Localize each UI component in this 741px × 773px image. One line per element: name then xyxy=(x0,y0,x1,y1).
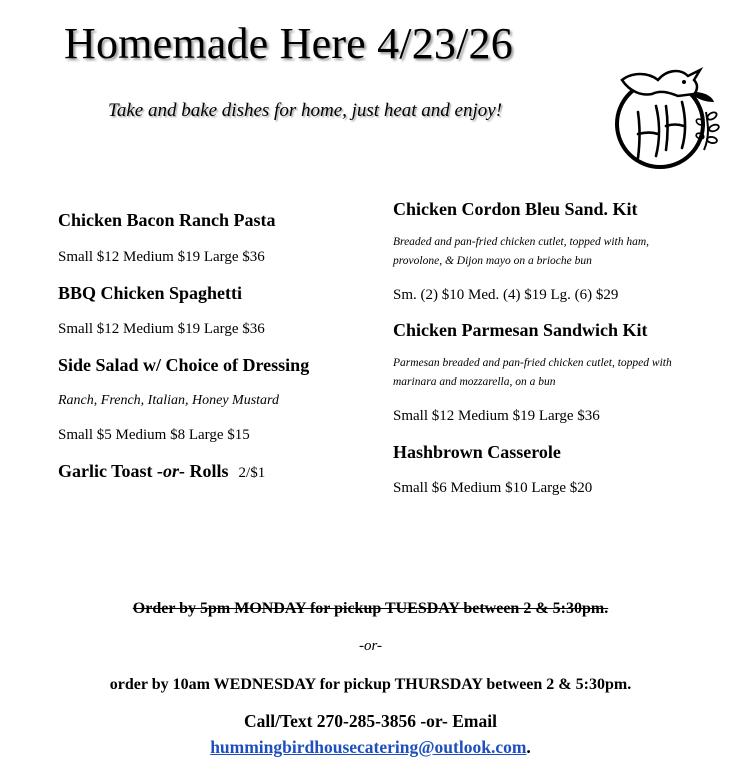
monogram-h-right xyxy=(666,102,685,150)
monogram-h-left xyxy=(638,106,659,158)
page-title: Homemade Here 4/23/26 xyxy=(64,19,513,68)
tagline: Take and bake dishes for home, just heat and enjoy! xyxy=(108,100,503,121)
contact-line: Call/Text 270-285-3856 -or- Email xyxy=(244,711,497,731)
menu-item-name: Garlic Toast -or- Rolls 2/$1 xyxy=(58,461,266,481)
menu-item-price: Small $12 Medium $19 Large $36 xyxy=(58,321,265,337)
menu-item-name: Chicken Cordon Bleu Sand. Kit xyxy=(393,199,638,219)
menu-item-price: Small $12 Medium $19 Large $36 xyxy=(58,249,265,265)
menu-item-description: Parmesan breaded and pan-fried chicken cutlet, topped with marinara and mozzarella, on a bun xyxy=(393,357,672,388)
menu-item-price: Small $12 Medium $19 Large $36 xyxy=(393,408,600,424)
order-deadline-wednesday: order by 10am WEDNESDAY for pickup THURSDAY between 2 & 5:30pm. xyxy=(109,676,632,693)
menu-item-name: Chicken Parmesan Sandwich Kit xyxy=(393,320,648,340)
menu-item-price: Small $5 Medium $8 Large $15 xyxy=(58,427,250,443)
menu-item-price: Small $6 Medium $10 Large $20 xyxy=(393,480,593,496)
menu-item-price: 2/$1 xyxy=(238,465,266,481)
menu-item-name: Hashbrown Casserole xyxy=(393,442,561,462)
menu-item-name: BBQ Chicken Spaghetti xyxy=(58,283,243,303)
menu-item-description: Breaded and pan-fried chicken cutlet, topped with ham, provolone, & Dijon mayo on a brioche bun xyxy=(393,236,650,267)
menu-item-name: Side Salad w/ Choice of Dressing xyxy=(58,355,310,375)
order-deadline-monday: Order by 5pm MONDAY for pickup TUESDAY between 2 & 5:30pm. xyxy=(132,600,609,617)
menu-item-name: Chicken Bacon Ranch Pasta xyxy=(58,210,276,230)
menu-item-price: Sm. (2) $10 Med. (4) $19 Lg. (6) $29 xyxy=(393,287,619,303)
email-link[interactable]: hummingbirdhousecatering@outlook.com xyxy=(210,737,527,757)
email-line: hummingbirdhousecatering@outlook.com. xyxy=(210,737,531,757)
hummingbird-icon xyxy=(622,70,700,96)
dressing-options: Ranch, French, Italian, Honey Mustard xyxy=(58,393,279,408)
or-separator: -or- xyxy=(358,638,383,654)
hummingbird-house-logo xyxy=(608,62,726,176)
